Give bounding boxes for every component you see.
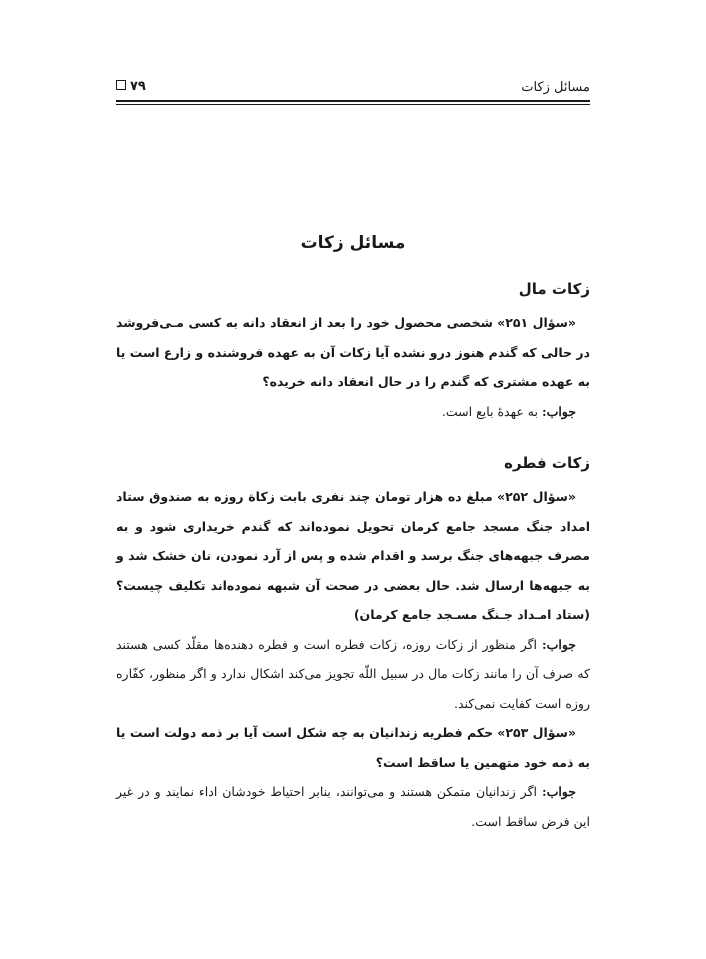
page-header [116, 78, 590, 100]
answer-text: اگر منظور از زکات روزه، زکات فطره است و فطره دهنده‌ها مقلّد کسی هستند که صرف آن را مانند زکات مال در سبیل اللّه تجویز می‌کند اشکال ندارد و اگر منظور، کفّاره روزه است کفایت نمی‌کند. [116, 636, 590, 711]
running-title: مسائل زکات [521, 80, 590, 95]
question-251 [116, 308, 590, 397]
section-title-zakat-fetre: زکات فطره [504, 454, 590, 472]
answer-text: به عهدهٔ بایع است. [441, 403, 538, 419]
section-gap [116, 426, 590, 448]
question-252 [116, 482, 590, 630]
question-text: حکم فطریه زندانیان به چه شکل است آیا بر ذمه دولت است یا به ذمه خود متهمین یا ساقط است؟ [116, 725, 590, 770]
header-rule-thin [116, 104, 590, 105]
header-rule-thick [116, 100, 590, 102]
question-text: مبلغ ده هزار تومان چند نفری بابت زکاة روزه به صندوق ستاد امداد جنگ مسجد جامع کرمان تحویل نموده‌اند که گندم خریداری شود و به مصرف جبهه‌های جنگ برسد و اقدام شده و پس از آرد نمودن، نان خشک شد و به جبهه‌ها ارسال شد. حال بعضی در صحت آن شبهه نموده‌اند تکلیف چیست؟ (ستاد امـداد جـنگ مسـجد جامع کرمان) [116, 489, 590, 622]
question-label: «سؤال ۲۵۲» [497, 489, 577, 504]
answer-text: اگر زندانیان متمکن هستند و می‌توانند، بنابر احتیاط خودشان اداء نمایند و در غیر این فرض ساقط است. [116, 784, 590, 829]
square-icon [116, 80, 126, 90]
page-body [116, 228, 590, 836]
chapter-title: مسائل زکات [300, 233, 406, 253]
answer-252 [116, 630, 590, 719]
section-title-zakat-mal: زکات مال [518, 280, 590, 298]
answer-251 [116, 397, 590, 427]
page-number-text: ۷۹ [130, 79, 146, 94]
question-label: «سؤال ۲۵۳» [497, 725, 577, 740]
answer-label: جواب: [541, 403, 576, 419]
answer-label: جواب: [541, 784, 576, 799]
answer-253 [116, 777, 590, 836]
question-253 [116, 718, 590, 777]
page-number [116, 79, 146, 94]
question-text: شخصی محصول خود را بعد از انعقاد دانه به کسی مـی‌فروشد در حالی که گندم هنوز درو نشده آیا زکات آن به عهده فروشنده و زارع است یا به عهده مشتری که گندم را در حال انعقاد دانه خریده؟ [116, 315, 590, 389]
question-label: «سؤال ۲۵۱» [497, 315, 576, 330]
answer-label: جواب: [541, 636, 577, 652]
